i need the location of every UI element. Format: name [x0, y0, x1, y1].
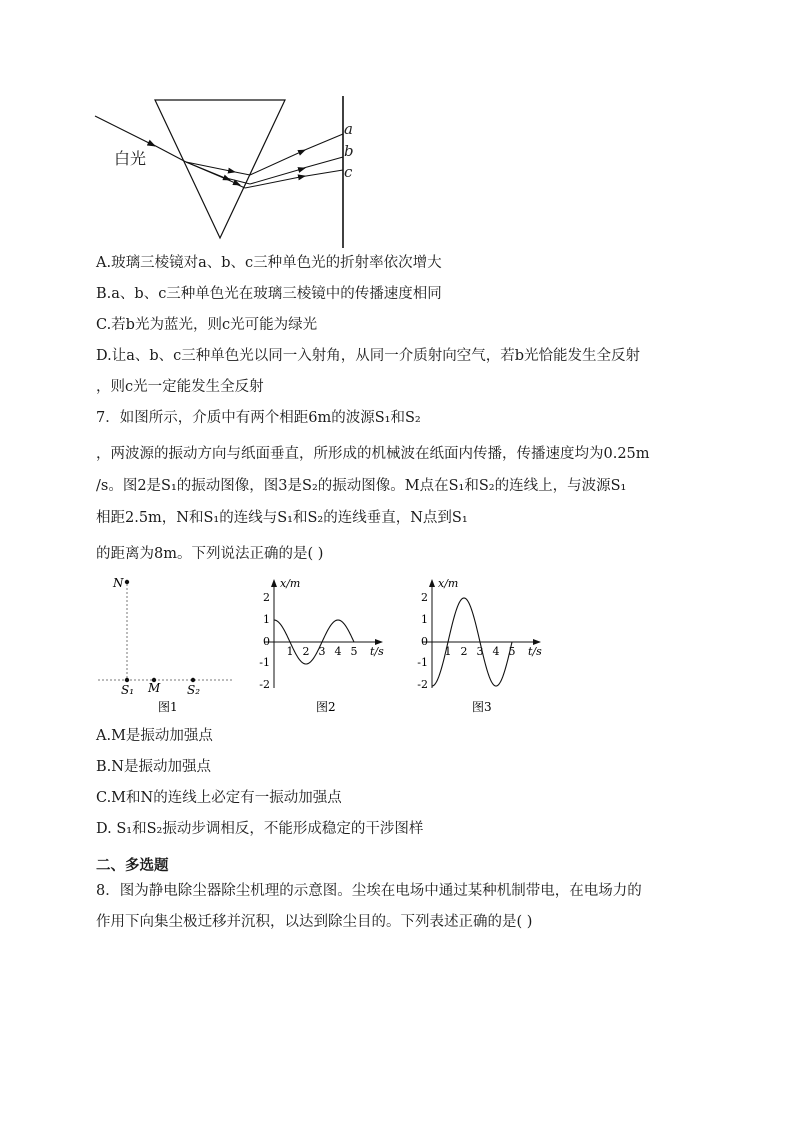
point-s1 [125, 678, 129, 682]
white-light-label: 白光 [114, 149, 147, 168]
fig2-xtick-1: 1 [286, 645, 294, 658]
q6-option-c: C.若b光为蓝光，则c光可能为绿光 [96, 317, 318, 333]
label-m: M [148, 681, 161, 695]
fig3-ytick-2: 2 [421, 591, 428, 604]
fig2-ytick-0: 0 [263, 635, 270, 648]
q6-option-d-line1: D.让a、b、c三种单色光以同一入射角，从同一介质射向空气，若b光恰能发生全反射 [96, 348, 641, 364]
q8-stem-line1: 8．图为静电除尘器除尘机理的示意图。尘埃在电场中通过某种机制带电，在电场力的 [96, 883, 642, 899]
ray-a-label: a [344, 120, 353, 138]
label-n: N [113, 576, 124, 590]
fig2-xtick-2: 2 [302, 645, 310, 658]
label-s1: S₁ [121, 683, 135, 697]
q6-option-a: A.玻璃三棱镜对a、b、c三种单色光的折射率依次增大 [96, 255, 442, 271]
fig3-ylabel: x/m [438, 577, 459, 590]
fig3-xtick-4: 4 [492, 645, 500, 658]
fig3-xtick-5: 5 [508, 645, 516, 658]
incident-ray-end [150, 143, 186, 162]
fig3-caption: 图3 [472, 700, 492, 714]
fig2-ytick-neg1: -1 [259, 656, 270, 669]
point-n [125, 580, 129, 584]
fig2-xtick-5: 5 [350, 645, 358, 658]
fig3-xtick-2: 2 [460, 645, 468, 658]
fig2-s1-vibration [254, 574, 394, 719]
ray-c [245, 176, 305, 188]
ray-a [250, 150, 305, 175]
fig3-ytick-0: 0 [421, 635, 428, 648]
q6-option-d-line2: ，则c光一定能发生全反射 [96, 379, 264, 395]
fig2-ytick-2: 2 [263, 591, 270, 604]
q7-stem-line4: 相距2.5m，N和S₁的连线与S₁和S₂的连线垂直，N点到S₁ [96, 510, 468, 526]
q7-option-d: D. S₁和S₂振动步调相反，不能形成稳定的干涉图样 [96, 821, 424, 837]
q6-option-b: B.a、b、c三种单色光在玻璃三棱镜中的传播速度相同 [96, 286, 442, 302]
fig3-xtick-3: 3 [476, 645, 484, 658]
fig3-ytick-neg2: -2 [417, 678, 428, 691]
fig3-xtick-1: 1 [444, 645, 452, 658]
ray-c-label: c [344, 163, 353, 181]
fig3-s2-vibration [412, 574, 552, 719]
fig2-xtick-3: 3 [318, 645, 326, 658]
fig3-ytick-1: 1 [421, 613, 428, 626]
q7-stem-line2: ，两波源的振动方向与纸面垂直，所形成的机械波在纸面内传播，传播速度均为0.25m [96, 446, 650, 462]
fig1-caption: 图1 [158, 700, 178, 714]
ray-b-label: b [344, 142, 354, 160]
q7-stem-line5: 的距离为8m。下列说法正确的是( ) [96, 546, 324, 562]
fig3-xlabel: t/s [528, 645, 542, 658]
fig2-ytick-neg2: -2 [259, 678, 270, 691]
q7-option-c: C.M和N的连线上必定有一振动加强点 [96, 790, 342, 806]
q7-option-b: B.N是振动加强点 [96, 759, 211, 775]
q7-stem-line3: /s。图2是S₁的振动图像，图3是S₂的振动图像。M点在S₁和S₂的连线上，与波源S₁ [96, 478, 627, 494]
q8-stem-line2: 作用下向集尘极迁移并沉积，以达到除尘目的。下列表述正确的是( ) [96, 914, 533, 930]
fig2-caption: 图2 [316, 700, 336, 714]
point-s2 [191, 678, 195, 682]
section-title-multiple-choice: 二、多选题 [96, 858, 169, 874]
fig2-xlabel: t/s [370, 645, 384, 658]
q7-stem-line1: 7．如图所示，介质中有两个相距6m的波源S₁和S₂ [96, 410, 421, 426]
label-s2: S₂ [187, 683, 201, 697]
q7-option-a: A.M是振动加强点 [96, 728, 213, 744]
fig3-ytick-neg1: -1 [417, 656, 428, 669]
fig2-ytick-1: 1 [263, 613, 270, 626]
fig1-positions [96, 574, 241, 719]
fig2-xtick-4: 4 [334, 645, 342, 658]
fig2-ylabel: x/m [280, 577, 301, 590]
incident-ray [95, 116, 155, 146]
prism-figure [90, 88, 370, 248]
